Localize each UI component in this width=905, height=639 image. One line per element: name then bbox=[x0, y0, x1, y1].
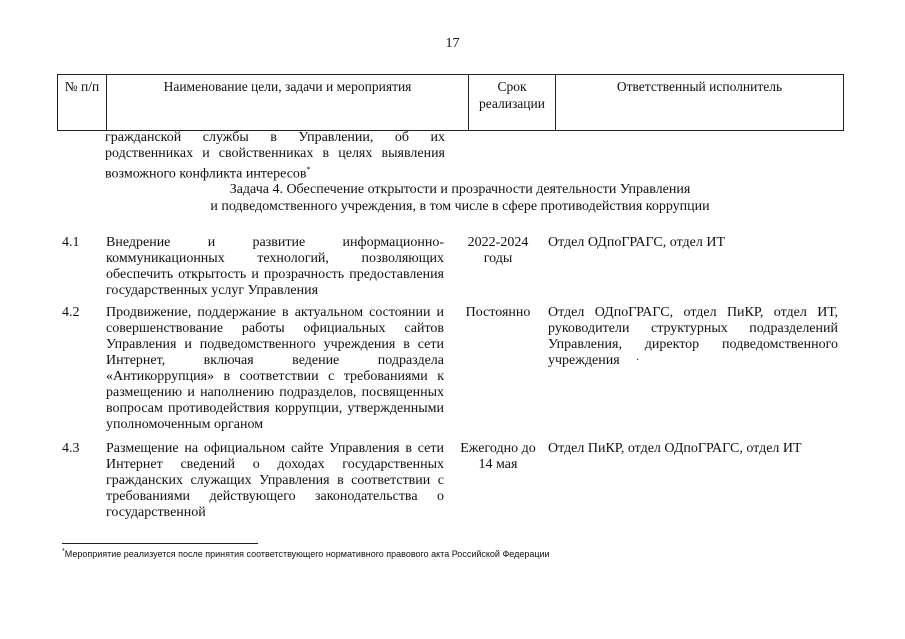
row-4-2-num: 4.2 bbox=[62, 305, 80, 320]
row-4-1-term: 2022-2024 годы bbox=[467, 235, 529, 266]
task-heading-line-1: Задача 4. Обеспечение открытости и прозрачности деятельности Управления bbox=[229, 182, 691, 197]
continued-text bbox=[105, 130, 445, 183]
task-heading bbox=[150, 181, 770, 215]
row-4-3-num: 4.3 bbox=[62, 441, 80, 456]
header-num: № п/п bbox=[58, 75, 107, 131]
row-4-2-term: Постоянно bbox=[465, 305, 531, 320]
task-heading-line-2: и подведомственного учреждения, в том числе в сфере противодействия коррупции bbox=[210, 199, 710, 214]
page-number: 17 bbox=[445, 36, 460, 51]
footnote bbox=[62, 548, 550, 559]
footnote-text: Мероприятие реализуется после принятия соответствующего нормативного правового акта Российской Федерации bbox=[64, 549, 550, 559]
row-4-2-name: Продвижение, поддержание в актуальном состоянии и совершенствование работы официальных сайтов Управления и подведомственного учреждения в сети Интернет, включая ведение подраздела «Антикоррупция» в соответствии с требованиями к размещению и наполнению подразделов, посвященных вопросам противодействия коррупции, утвержденными уполномоченным органом bbox=[106, 305, 444, 432]
footnote-mark: * bbox=[306, 165, 311, 174]
header-term: Срок реализации bbox=[469, 75, 556, 131]
row-4-1-num: 4.1 bbox=[62, 235, 80, 250]
row-4-3-name: Размещение на официальном сайте Управления в сети Интернет сведений о доходах государственных гражданских служащих Управления в соответствии с требованиями действующего законодательства о государственной bbox=[106, 441, 444, 520]
row-4-1-name: Внедрение и развитие информационно-коммуникационных технологий, позволяющих обеспечить открытость и прозрачность предоставления государственных услуг Управления bbox=[106, 235, 444, 298]
table-header bbox=[57, 74, 844, 131]
footnote-marker: * bbox=[62, 548, 65, 555]
header-responsible: Ответственный исполнитель bbox=[556, 75, 844, 131]
row-4-2-responsible: Отдел ОДпоГРАГС, отдел ПиКР, отдел ИТ, руководители структурных подразделений Управления, директор подведомственного учреждения bbox=[548, 305, 838, 368]
stray-dot: · bbox=[636, 355, 640, 366]
row-4-3-responsible: Отдел ПиКР, отдел ОДпоГРАГС, отдел ИТ bbox=[548, 441, 802, 456]
row-4-3-term: Ежегодно до 14 мая bbox=[460, 441, 536, 472]
continued-text-body: гражданской службы в Управлении, об их родственниках и свойственниках в целях выявления возможного конфликта интересов bbox=[105, 130, 445, 182]
header-name: Наименование цели, задачи и мероприятия bbox=[107, 75, 469, 131]
row-4-1-responsible: Отдел ОДпоГРАГС, отдел ИТ bbox=[548, 235, 726, 250]
footnote-separator bbox=[62, 543, 258, 544]
